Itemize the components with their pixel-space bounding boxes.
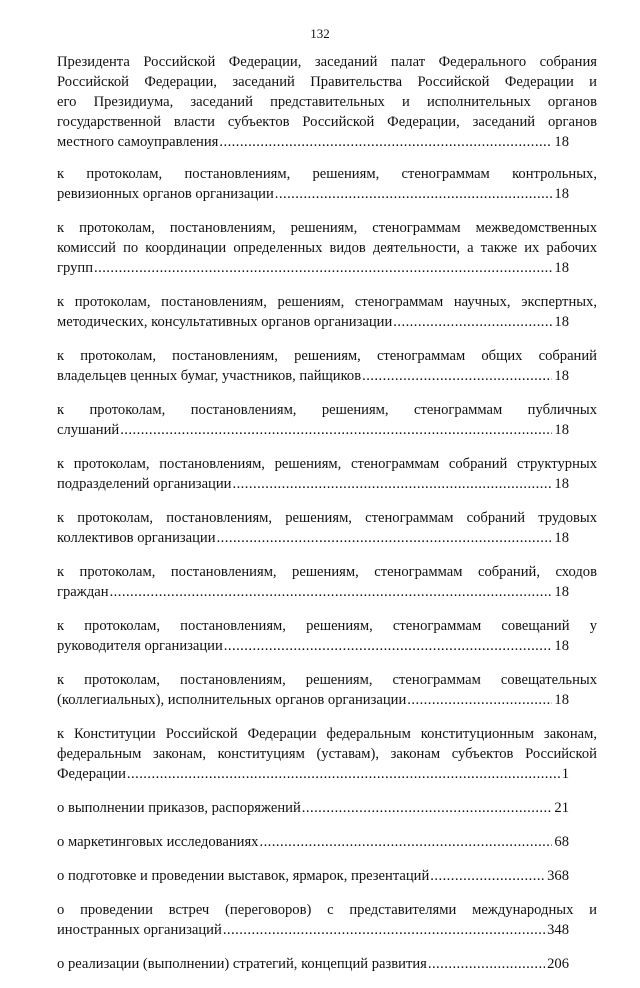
index-entry: [57, 218, 597, 278]
entry-page-ref: 18: [554, 530, 569, 546]
entry-last-line: [57, 258, 597, 278]
entry-page-ref: 18: [554, 638, 569, 654]
entry-line: Российской Федерации, заседаний Правительства Российской Федерации и: [57, 74, 597, 90]
entry-line: к протоколам, постановлениям, решениям, стенограммам межведомственных: [57, 220, 597, 236]
entry-page-ref: 18: [554, 368, 569, 384]
entry-last-text: методических, консультативных органов организации: [57, 314, 393, 330]
entry-last-line: [57, 920, 597, 940]
entry-last-text: руководителя организации: [57, 638, 223, 654]
dot-leader: [224, 636, 553, 656]
entry-page-ref: 348: [547, 922, 569, 938]
entry-last-text: подразделений организации: [57, 476, 232, 492]
entry-last-text: граждан: [57, 584, 109, 600]
entry-last-line: [57, 474, 597, 494]
entry-last-line: [57, 636, 597, 656]
index-entry: [57, 866, 597, 886]
entry-last-text: групп: [57, 260, 94, 276]
dot-leader: [223, 920, 545, 940]
entry-last-line: [57, 528, 597, 548]
entry-line: комиссий по координации определенных видов деятельности, а также их рабочих: [57, 240, 597, 256]
entry-line: к протоколам, постановлениям, решениям, стенограммам совещаний у: [57, 618, 597, 634]
entry-page-ref: 18: [554, 422, 569, 438]
index-entries: [57, 52, 597, 988]
index-entry: [57, 454, 597, 494]
entry-last-text: о подготовке и проведении выставок, ярмарок, презентаций: [57, 868, 430, 884]
entry-line: к протоколам, постановлениям, решениям, стенограммам собраний, сходов: [57, 564, 597, 580]
entry-last-text: о реализации (выполнении) стратегий, концепций развития: [57, 956, 427, 972]
entry-last-text: коллективов организации: [57, 530, 216, 546]
entry-last-line: [57, 798, 597, 818]
index-entry: [57, 670, 597, 710]
dot-leader: [259, 832, 552, 852]
entry-line: к протоколам, постановлениям, решениям, стенограммам совещательных: [57, 672, 597, 688]
entry-page-ref: 18: [554, 186, 569, 202]
entry-line: к протоколам, постановлениям, решениям, стенограммам публичных: [57, 402, 597, 418]
entry-page-ref: 18: [554, 584, 569, 600]
page-number: 132: [310, 26, 330, 41]
entry-last-text: о маркетинговых исследованиях: [57, 834, 259, 850]
entry-line: к протоколам, постановлениям, решениям, стенограммам контрольных,: [57, 166, 597, 182]
dot-leader: [302, 798, 553, 818]
entry-page-ref: 18: [554, 134, 569, 150]
entry-last-line: [57, 832, 597, 852]
entry-last-text: слушаний: [57, 422, 120, 438]
entry-last-line: [57, 184, 597, 204]
entry-line: к протоколам, постановлениям, решениям, стенограммам собраний структурных: [57, 456, 597, 472]
entry-last-line: [57, 582, 597, 602]
dot-leader: [428, 954, 545, 974]
entry-line: Президента Российской Федерации, заседаний палат Федерального собрания: [57, 54, 597, 70]
index-entry: [57, 164, 597, 204]
index-entry: [57, 562, 597, 602]
dot-leader: [110, 582, 553, 602]
dot-leader: [120, 420, 552, 440]
dot-leader: [217, 528, 553, 548]
entry-last-line: [57, 366, 597, 386]
index-entry: [57, 832, 597, 852]
entry-line: к протоколам, постановлениям, решениям, стенограммам собраний трудовых: [57, 510, 597, 526]
index-entry: [57, 616, 597, 656]
entry-last-line: [57, 312, 597, 332]
entry-line: государственной власти субъектов Российской Федерации, заседаний органов: [57, 114, 597, 130]
entry-line: федеральным законам, конституциям (уставам), законам субъектов Российской: [57, 746, 597, 762]
index-entry: [57, 900, 597, 940]
entry-line: о проведении встреч (переговоров) с представителями международных и: [57, 902, 597, 918]
entry-page-ref: 21: [554, 800, 569, 816]
dot-leader: [219, 132, 552, 152]
entry-last-text: (коллегиальных), исполнительных органов организации: [57, 692, 407, 708]
entry-last-line: [57, 866, 597, 886]
entry-last-line: [57, 764, 597, 784]
dot-leader: [430, 866, 545, 886]
index-entry: [57, 508, 597, 548]
dot-leader: [94, 258, 552, 278]
index-entry: [57, 52, 597, 152]
entry-page-ref: 206: [547, 956, 569, 972]
index-entry: [57, 400, 597, 440]
entry-last-line: [57, 132, 597, 152]
entry-line: его Президиума, заседаний представительных и исполнительных органов: [57, 94, 597, 110]
entry-last-text: Федерации: [57, 766, 126, 782]
index-entry: [57, 346, 597, 386]
entry-line: к протоколам, постановлениям, решениям, стенограммам общих собраний: [57, 348, 597, 364]
entry-last-text: о выполнении приказов, распоряжений: [57, 800, 301, 816]
dot-leader: [393, 312, 552, 332]
entry-last-line: [57, 420, 597, 440]
dot-leader: [127, 764, 560, 784]
index-entry: [57, 724, 597, 784]
index-entry: [57, 292, 597, 332]
entry-last-line: [57, 954, 597, 974]
entry-page-ref: 68: [554, 834, 569, 850]
dot-leader: [275, 184, 553, 204]
entry-line: к протоколам, постановлениям, решениям, стенограммам научных, экспертных,: [57, 294, 597, 310]
entry-last-text: местного самоуправления: [57, 134, 219, 150]
index-entry: [57, 954, 597, 974]
dot-leader: [232, 474, 552, 494]
entry-line: к Конституции Российской Федерации федеральным конституционным законам,: [57, 726, 597, 742]
dot-leader: [362, 366, 552, 386]
entry-last-line: [57, 690, 597, 710]
entry-page-ref: 368: [547, 868, 569, 884]
entry-page-ref: 18: [554, 692, 569, 708]
entry-page-ref: 18: [554, 314, 569, 330]
entry-last-text: ревизионных органов организации: [57, 186, 274, 202]
dot-leader: [407, 690, 552, 710]
entry-last-text: владельцев ценных бумаг, участников, пайщиков: [57, 368, 362, 384]
entry-page-ref: 1: [561, 766, 569, 782]
entry-page-ref: 18: [554, 476, 569, 492]
entry-last-text: иностранных организаций: [57, 922, 222, 938]
index-entry: [57, 798, 597, 818]
entry-page-ref: 18: [554, 260, 569, 276]
